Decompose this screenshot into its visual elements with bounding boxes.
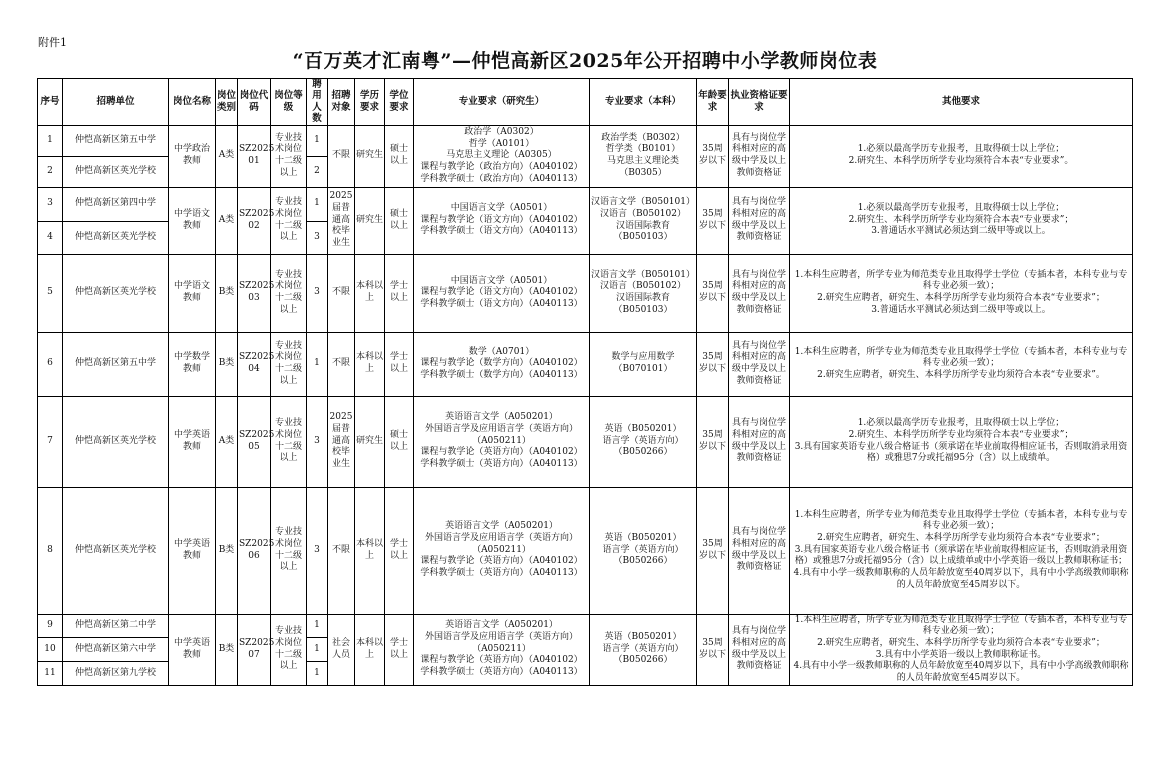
row-number: 2 bbox=[38, 156, 63, 187]
major-graduate-line: 学科教学硕士（数学方向）（A040113） bbox=[420, 369, 583, 380]
education-requirement: 研究生 bbox=[355, 125, 385, 187]
post-category: A类 bbox=[216, 187, 238, 254]
recruiting-unit: 仲恺高新区第五中学 bbox=[63, 125, 169, 156]
row-number: 4 bbox=[38, 221, 63, 254]
other-requirements-line: 1.必须以最高学历专业报考，且取得硕士以上学位； bbox=[857, 418, 1065, 429]
major-graduate bbox=[414, 487, 590, 614]
recruit-target: 不限 bbox=[328, 125, 355, 187]
header-age: 年龄要求 bbox=[697, 79, 729, 126]
major-graduate-line: 英语语言文学（A050201） bbox=[445, 521, 558, 532]
certificate-requirement: 具有与岗位学科相对应的高级中学及以上教师资格证 bbox=[729, 254, 790, 332]
major-graduate-line: 外国语言学及应用语言学（英语方向）（A050211） bbox=[424, 632, 578, 654]
post-name: 中学英语教师 bbox=[169, 396, 216, 487]
major-undergraduate bbox=[590, 396, 697, 487]
age-requirement: 35周岁以下 bbox=[697, 487, 729, 614]
major-undergraduate-line: 语言学（英语方向）（B050266） bbox=[602, 435, 684, 458]
hire-count: 1 bbox=[307, 614, 328, 637]
certificate-requirement: 具有与岗位学科相对应的高级中学及以上教师资格证 bbox=[729, 187, 790, 254]
row-number: 5 bbox=[38, 254, 63, 332]
recruiting-unit: 仲恺高新区第四中学 bbox=[63, 187, 169, 221]
table-row bbox=[38, 254, 1133, 332]
age-requirement: 35周岁以下 bbox=[697, 332, 729, 396]
table-row bbox=[38, 614, 1133, 637]
certificate-requirement: 具有与岗位学科相对应的高级中学及以上教师资格证 bbox=[729, 125, 790, 187]
major-undergraduate bbox=[590, 125, 697, 187]
other-requirements-line: 1.本科生应聘者，所学专业为师范类专业且取得学士学位（专插本者，本科专业与专科专业必须一致）； bbox=[794, 269, 1128, 292]
post-category: A类 bbox=[216, 125, 238, 187]
header-major-graduate: 专业要求（研究生） bbox=[414, 79, 590, 126]
recruiting-unit: 仲恺高新区英光学校 bbox=[63, 254, 169, 332]
post-category: B类 bbox=[216, 254, 238, 332]
major-undergraduate-line: 汉语言文学（B050101） bbox=[591, 269, 695, 280]
row-number: 8 bbox=[38, 487, 63, 614]
major-graduate-line: 中国语言文学（A0501） bbox=[450, 203, 553, 214]
major-undergraduate-line: 汉语言（B050102） bbox=[600, 281, 686, 292]
post-name: 中学数学教师 bbox=[169, 332, 216, 396]
major-graduate-line: 政治学（A0302） bbox=[464, 126, 539, 137]
table-body bbox=[38, 125, 1133, 685]
major-undergraduate-line: 政治学类（B0302） bbox=[601, 132, 685, 143]
header-post-name: 岗位名称 bbox=[169, 79, 216, 126]
major-graduate bbox=[414, 614, 590, 685]
post-code: SZ2025 07 bbox=[238, 614, 271, 685]
table-row bbox=[38, 187, 1133, 221]
post-code: SZ2025 04 bbox=[238, 332, 271, 396]
recruit-target: 2025届普通高校毕业生 bbox=[328, 187, 355, 254]
major-graduate-line: 英语语言文学（A050201） bbox=[445, 620, 558, 631]
hire-count: 3 bbox=[307, 221, 328, 254]
major-graduate bbox=[414, 125, 590, 187]
major-graduate bbox=[414, 187, 590, 254]
post-grade: 专业技术岗位十二级以上 bbox=[271, 396, 307, 487]
major-graduate-line: 学科教学硕士（语文方向）（A040113） bbox=[420, 226, 583, 237]
post-code: SZ2025 05 bbox=[238, 396, 271, 487]
other-requirements bbox=[790, 614, 1133, 685]
other-requirements bbox=[790, 332, 1133, 396]
major-undergraduate-line: 语言学（英语方向）（B050266） bbox=[602, 544, 684, 567]
other-requirements bbox=[790, 125, 1133, 187]
major-undergraduate bbox=[590, 187, 697, 254]
header-other: 其他要求 bbox=[790, 79, 1133, 126]
row-number: 6 bbox=[38, 332, 63, 396]
other-requirements-line: 3.普通话水平测试必须达到二级甲等或以上。 bbox=[871, 304, 1051, 315]
degree-requirement: 学士以上 bbox=[385, 254, 414, 332]
header-post-category: 岗位类别 bbox=[216, 79, 238, 126]
major-graduate-line: 课程与教学论（英语方向）（A040102） bbox=[420, 556, 583, 567]
other-requirements-line: 2.研究生应聘者，研究生、本科学历所学专业均须符合本表“专业要求”； bbox=[817, 533, 1105, 544]
post-category: B类 bbox=[216, 332, 238, 396]
education-requirement: 本科以上 bbox=[355, 487, 385, 614]
other-requirements-line: 1.本科生应聘者，所学专业为师范类专业且取得学士学位（专插本者，本科专业与专科专业必须一致）； bbox=[794, 614, 1128, 637]
major-undergraduate-line: 数学与应用数学（B070101） bbox=[611, 352, 675, 375]
other-requirements-line: 1.本科生应聘者，所学专业为师范类专业且取得学士学位（专插本者，本科专业与专科专业必须一致）； bbox=[794, 346, 1128, 369]
major-undergraduate bbox=[590, 487, 697, 614]
major-graduate-line: 学科教学硕士（英语方向）（A040113） bbox=[420, 459, 583, 470]
header-unit: 招聘单位 bbox=[63, 79, 169, 126]
major-graduate-line: 外国语言学及应用语言学（英语方向）（A050211） bbox=[424, 424, 578, 446]
post-name: 中学英语教师 bbox=[169, 487, 216, 614]
hire-count: 1 bbox=[307, 637, 328, 661]
row-number: 11 bbox=[38, 662, 63, 685]
education-requirement: 研究生 bbox=[355, 187, 385, 254]
other-requirements-line: 2.研究生应聘者，研究生、本科学历所学专业均须符合本表“专业要求”； bbox=[817, 293, 1105, 304]
row-number: 7 bbox=[38, 396, 63, 487]
recruit-target: 2025届普通高校毕业生 bbox=[328, 396, 355, 487]
degree-requirement: 学士以上 bbox=[385, 332, 414, 396]
other-requirements-line: 2.研究生、本科学历所学专业均须符合本表“专业要求”。 bbox=[848, 156, 1074, 167]
other-requirements bbox=[790, 254, 1133, 332]
row-number: 1 bbox=[38, 125, 63, 156]
table-row bbox=[38, 332, 1133, 396]
major-graduate-line: 外国语言学及应用语言学（英语方向）（A050211） bbox=[424, 533, 578, 555]
header-target: 招聘对象 bbox=[328, 79, 355, 126]
other-requirements-line: 2.研究生应聘者，研究生、本科学历所学专业均须符合本表“专业要求”。 bbox=[817, 369, 1105, 380]
other-requirements-line: 1.本科生应聘者，所学专业为师范类专业且取得学士学位（专插本者，本科专业与专科专业必须一致）； bbox=[794, 509, 1128, 532]
header-certificate: 执业资格证要求 bbox=[729, 79, 790, 126]
major-graduate-line: 课程与教学论（语文方向）（A040102） bbox=[420, 214, 583, 225]
other-requirements bbox=[790, 487, 1133, 614]
major-graduate-line: 英语语言文学（A050201） bbox=[445, 412, 558, 423]
degree-requirement: 学士以上 bbox=[385, 614, 414, 685]
major-graduate-line: 马克思主义理论（A0305） bbox=[446, 150, 557, 161]
certificate-requirement: 具有与岗位学科相对应的高级中学及以上教师资格证 bbox=[729, 487, 790, 614]
header-row bbox=[38, 79, 1133, 126]
major-graduate-line: 学科教学硕士（政治方向）（A040113） bbox=[420, 173, 583, 184]
age-requirement: 35周岁以下 bbox=[697, 614, 729, 685]
major-graduate-line: 学科教学硕士（英语方向）（A040113） bbox=[420, 568, 583, 579]
certificate-requirement: 具有与岗位学科相对应的高级中学及以上教师资格证 bbox=[729, 332, 790, 396]
recruiting-unit: 仲恺高新区第五中学 bbox=[63, 332, 169, 396]
recruiting-unit: 仲恺高新区英光学校 bbox=[63, 221, 169, 254]
recruiting-unit: 仲恺高新区英光学校 bbox=[63, 487, 169, 614]
major-undergraduate-line: 英语（B050201） bbox=[604, 632, 682, 643]
post-grade: 专业技术岗位十二级以上 bbox=[271, 187, 307, 254]
major-graduate-line: 学科教学硕士（英语方向）（A040113） bbox=[420, 667, 583, 678]
education-requirement: 研究生 bbox=[355, 396, 385, 487]
major-graduate bbox=[414, 396, 590, 487]
major-graduate-line: 哲学（A0101） bbox=[468, 138, 535, 149]
age-requirement: 35周岁以下 bbox=[697, 187, 729, 254]
hire-count: 3 bbox=[307, 487, 328, 614]
header-degree: 学位要求 bbox=[385, 79, 414, 126]
other-requirements bbox=[790, 187, 1133, 254]
post-category: A类 bbox=[216, 396, 238, 487]
hire-count: 1 bbox=[307, 125, 328, 156]
major-graduate-line: 课程与教学论（数学方向）（A040102） bbox=[420, 358, 583, 369]
other-requirements-line: 4.具有中小学一级教师职称的人员年龄放宽至40周岁以下，具有中小学高级教师职称的人员年龄放宽至45周岁以下。 bbox=[793, 661, 1129, 683]
recruit-target: 不限 bbox=[328, 487, 355, 614]
major-undergraduate bbox=[590, 332, 697, 396]
post-code: SZ2025 06 bbox=[238, 487, 271, 614]
document-title: “百万英才汇南粤”—仲恺高新区2025年公开招聘中小学教师岗位表 bbox=[292, 50, 878, 72]
major-undergraduate-line: 汉语国际教育（B050103） bbox=[613, 220, 673, 243]
major-graduate-line: 数学（A0701） bbox=[468, 346, 535, 357]
other-requirements-line: 3.普通话水平测试必须达到二级甲等或以上。 bbox=[871, 226, 1051, 237]
post-grade: 专业技术岗位十二级以上 bbox=[271, 332, 307, 396]
recruit-target: 社会人员 bbox=[328, 614, 355, 685]
table-row bbox=[38, 396, 1133, 487]
certificate-requirement: 具有与岗位学科相对应的高级中学及以上教师资格证 bbox=[729, 396, 790, 487]
other-requirements-line: 1.必须以最高学历专业报考，且取得硕士以上学位； bbox=[857, 144, 1065, 155]
age-requirement: 35周岁以下 bbox=[697, 125, 729, 187]
header-post-grade: 岗位等级 bbox=[271, 79, 307, 126]
major-undergraduate-line: 英语（B050201） bbox=[604, 533, 682, 544]
table-row bbox=[38, 487, 1133, 614]
post-name: 中学语文教师 bbox=[169, 187, 216, 254]
other-requirements bbox=[790, 396, 1133, 487]
education-requirement: 本科以上 bbox=[355, 614, 385, 685]
post-grade: 专业技术岗位十二级以上 bbox=[271, 487, 307, 614]
major-graduate-line: 课程与教学论（语文方向）（A040102） bbox=[420, 287, 583, 298]
post-grade: 专业技术岗位十二级以上 bbox=[271, 125, 307, 187]
hire-count: 3 bbox=[307, 396, 328, 487]
other-requirements-line: 2.研究生、本科学历所学专业均须符合本表“专业要求”； bbox=[848, 214, 1074, 225]
row-number: 10 bbox=[38, 637, 63, 661]
attachment-label: 附件1 bbox=[38, 36, 67, 49]
other-requirements-line: 4.具有中小学一级教师职称的人员年龄放宽至40周岁以下，具有中小学高级教师职称的人员年龄放宽至45周岁以下。 bbox=[793, 568, 1129, 590]
row-number: 9 bbox=[38, 614, 63, 637]
header-education: 学历要求 bbox=[355, 79, 385, 126]
major-undergraduate-line: 汉语国际教育（B050103） bbox=[613, 293, 673, 315]
recruiting-unit: 仲恺高新区第六中学 bbox=[63, 637, 169, 661]
age-requirement: 35周岁以下 bbox=[697, 396, 729, 487]
post-grade: 专业技术岗位十二级以上 bbox=[271, 614, 307, 685]
header-major-undergraduate: 专业要求（本科） bbox=[590, 79, 697, 126]
other-requirements-line: 2.研究生应聘者，研究生、本科学历所学专业均须符合本表“专业要求”； bbox=[817, 637, 1105, 648]
table-row bbox=[38, 125, 1133, 156]
hire-count: 2 bbox=[307, 156, 328, 187]
major-undergraduate-line: 马克思主义理论类（B0305） bbox=[606, 156, 679, 178]
recruiting-unit: 仲恺高新区英光学校 bbox=[63, 396, 169, 487]
major-undergraduate bbox=[590, 254, 697, 332]
other-requirements-line: 3.具有国家英语专业八级合格证书（须承诺在毕业前取得相应证书，否则取消录用资格）或雅思7分或托福95分（含）以上成绩单。 bbox=[794, 441, 1128, 464]
hire-count: 1 bbox=[307, 187, 328, 221]
major-graduate-line: 课程与教学论（英语方向）（A040102） bbox=[420, 447, 583, 458]
major-graduate-line: 课程与教学论（英语方向）（A040102） bbox=[420, 655, 583, 666]
education-requirement: 本科以上 bbox=[355, 332, 385, 396]
post-name: 中学语文教师 bbox=[169, 254, 216, 332]
major-graduate bbox=[414, 332, 590, 396]
header-hire-count: 聘用人数 bbox=[307, 79, 328, 126]
recruiting-unit: 仲恺高新区英光学校 bbox=[63, 156, 169, 187]
post-name: 中学英语教师 bbox=[169, 614, 216, 685]
major-undergraduate-line: 语言学（英语方向）（B050266） bbox=[602, 643, 684, 666]
post-code: SZ2025 02 bbox=[238, 187, 271, 254]
major-undergraduate-line: 汉语言文学（B050101） bbox=[591, 197, 695, 208]
major-undergraduate-line: 英语（B050201） bbox=[604, 424, 682, 435]
recruiting-unit: 仲恺高新区第九学校 bbox=[63, 662, 169, 685]
recruiting-unit: 仲恺高新区第二中学 bbox=[63, 614, 169, 637]
major-graduate bbox=[414, 254, 590, 332]
hire-count: 1 bbox=[307, 662, 328, 685]
certificate-requirement: 具有与岗位学科相对应的高级中学及以上教师资格证 bbox=[729, 614, 790, 685]
degree-requirement: 硕士以上 bbox=[385, 187, 414, 254]
age-requirement: 35周岁以下 bbox=[697, 254, 729, 332]
major-graduate-line: 学科教学硕士（语文方向）（A040113） bbox=[420, 298, 583, 309]
post-code: SZ2025 03 bbox=[238, 254, 271, 332]
post-category: B类 bbox=[216, 487, 238, 614]
post-grade: 专业技术岗位十二级以上 bbox=[271, 254, 307, 332]
post-category: B类 bbox=[216, 614, 238, 685]
degree-requirement: 硕士以上 bbox=[385, 125, 414, 187]
degree-requirement: 硕士以上 bbox=[385, 396, 414, 487]
recruitment-table bbox=[37, 78, 1133, 686]
education-requirement: 本科以上 bbox=[355, 254, 385, 332]
hire-count: 1 bbox=[307, 332, 328, 396]
other-requirements-line: 2.研究生、本科学历所学专业均须符合本表“专业要求”； bbox=[848, 429, 1074, 440]
major-undergraduate-line: 汉语言（B050102） bbox=[600, 208, 686, 219]
degree-requirement: 学士以上 bbox=[385, 487, 414, 614]
other-requirements-line: 3.具有国家英语专业八级合格证书（须承诺在毕业前取得相应证书，否则取消录用资格）或雅思7分或托福95分（含）以上成绩单或中小学英语一级以上教师职称证书； bbox=[794, 544, 1128, 567]
row-number: 3 bbox=[38, 187, 63, 221]
major-graduate-line: 课程与教学论（政治方向）（A040102） bbox=[420, 161, 583, 172]
post-code: SZ2025 01 bbox=[238, 125, 271, 187]
other-requirements-line: 1.必须以最高学历专业报考，且取得硕士以上学位； bbox=[857, 203, 1065, 214]
post-name: 中学政治教师 bbox=[169, 125, 216, 187]
major-undergraduate bbox=[590, 614, 697, 685]
major-graduate-line: 中国语言文学（A0501） bbox=[450, 275, 553, 286]
major-undergraduate-line: 哲学类（B0101） bbox=[605, 144, 681, 155]
other-requirements-line: 3.具有中小学英语一级以上教师职称证书。 bbox=[875, 649, 1047, 660]
header-post-code: 岗位代码 bbox=[238, 79, 271, 126]
recruit-target: 不限 bbox=[328, 254, 355, 332]
recruit-target: 不限 bbox=[328, 332, 355, 396]
header-no: 序号 bbox=[38, 79, 63, 126]
hire-count: 3 bbox=[307, 254, 328, 332]
